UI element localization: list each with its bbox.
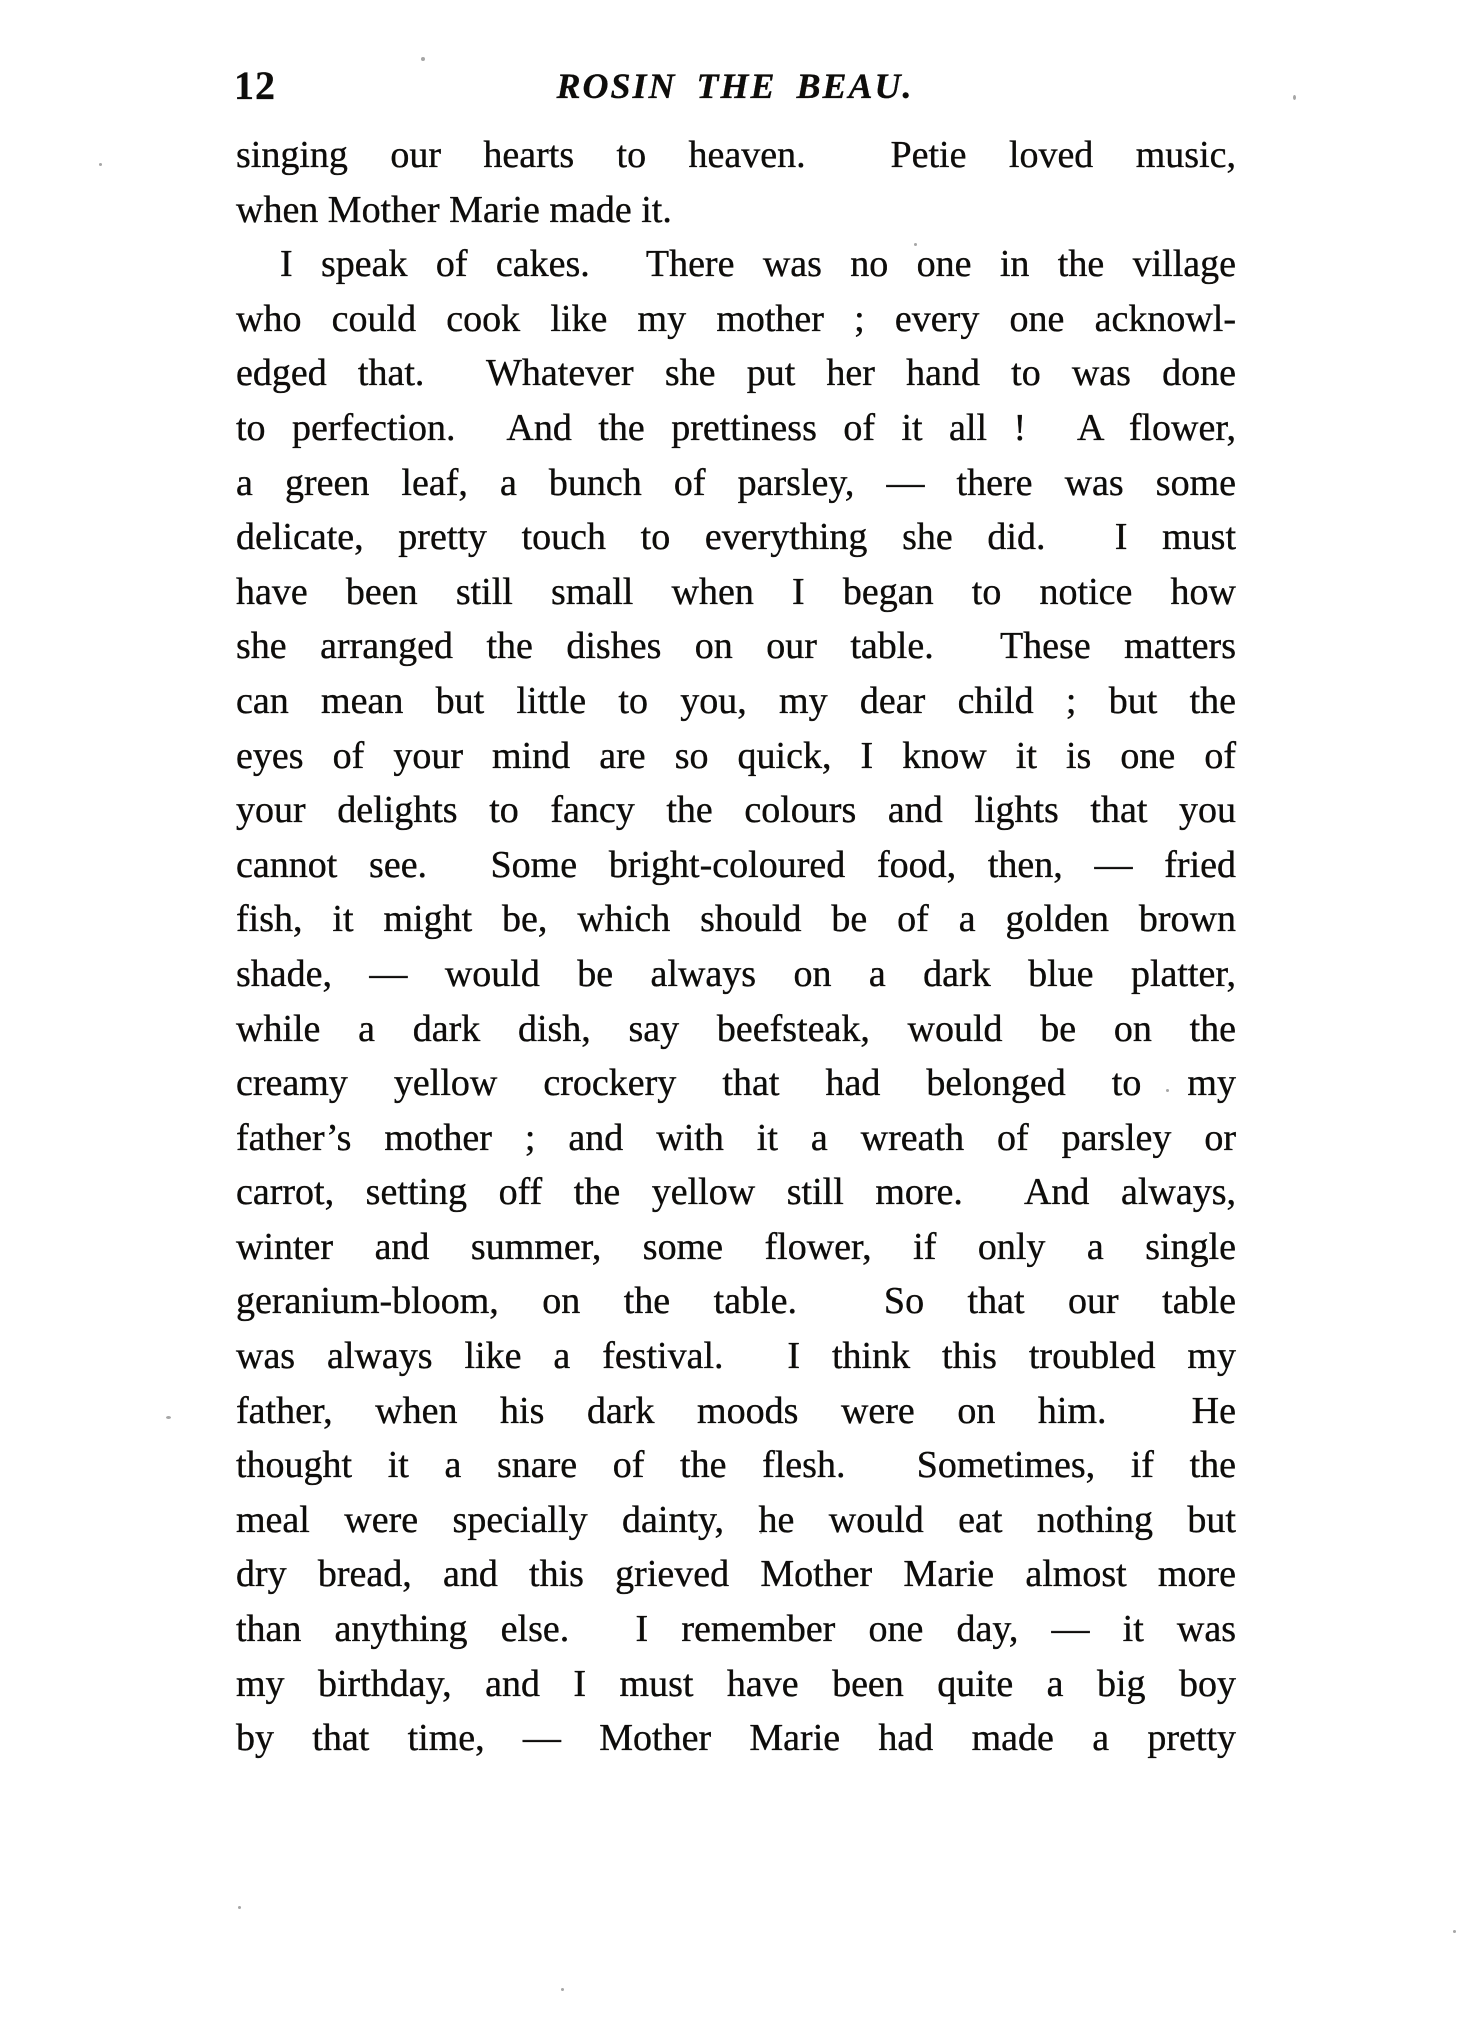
text-line: by that time, — Mother Marie had made a pretty [236,1717,1236,1760]
page-number: 12 [234,63,276,108]
text-line: eyes of your mind are so quick, I know it is one of [236,734,1236,777]
scan-speck [166,1416,171,1419]
text-line: a green leaf, a bunch of parsley, — there was some [236,461,1236,504]
page-header [234,62,1236,110]
scan-speck [914,243,917,246]
text-line: dry bread, and this grieved Mother Marie almost more [236,1553,1236,1596]
text-line: I speak of cakes. There was no one in the village [280,243,1236,286]
text-line: who could cook like my mother ; every one acknowl- [236,297,1236,340]
scan-speck [1166,1089,1169,1092]
text-line: father, when his dark moods were on him. He [236,1389,1236,1432]
text-line: she arranged the dishes on our table. These matters [236,625,1236,668]
scan-speck [561,1988,564,1991]
text-line: cannot see. Some bright-coloured food, then, — fried [236,843,1236,886]
text-line: can mean but little to you, my dear child ; but the [236,679,1236,722]
text-line: shade, — would be always on a dark blue platter, [236,952,1236,995]
scan-speck [421,57,425,61]
text-line: your delights to fancy the colours and lights that you [236,789,1236,832]
scan-speck [238,1906,241,1909]
running-title: ROSIN THE BEAU. [556,66,914,106]
text-line: thought it a snare of the flesh. Sometimes, if the [236,1444,1236,1487]
text-line: father’s mother ; and with it a wreath of parsley or [236,1116,1236,1159]
text-line: to perfection. And the prettiness of it all ! A flower, [236,406,1236,449]
text-line: edged that. Whatever she put her hand to was done [236,352,1236,395]
text-line: winter and summer, some flower, if only a single [236,1225,1236,1268]
text-line: when Mother Marie made it. [236,188,672,231]
text-line: singing our hearts to heaven. Petie loved music, [236,134,1236,176]
text-line: carrot, setting off the yellow still more. And always, [236,1171,1236,1214]
text-line: fish, it might be, which should be of a golden brown [236,898,1236,941]
text-line: was always like a festival. I think this troubled my [236,1335,1236,1378]
text-line: delicate, pretty touch to everything she did. I must [236,516,1236,559]
text-line: while a dark dish, say beefsteak, would be on the [236,1007,1236,1050]
scan-speck [99,163,102,166]
text-line: than anything else. I remember one day, — it was [236,1608,1236,1651]
scan-speck [760,1532,762,1534]
text-line: my birthday, and I must have been quite a big boy [236,1662,1236,1705]
scan-speck [1293,95,1296,100]
scan-speck [1453,1930,1456,1933]
text-line: creamy yellow crockery that had belonged to my [236,1062,1236,1105]
page-text [236,128,1236,1766]
text-line: have been still small when I began to notice how [236,570,1236,613]
text-line: meal were specially dainty, he would eat nothing but [236,1498,1236,1541]
text-line: geranium-bloom, on the table. So that our table [236,1280,1236,1323]
